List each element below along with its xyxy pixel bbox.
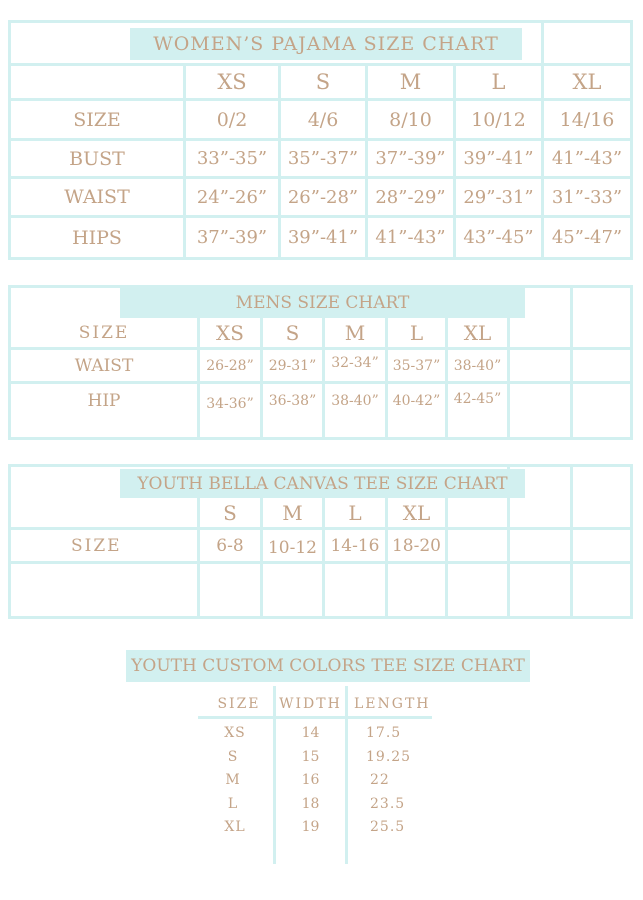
youth-custom-title: YOUTH CUSTOM COLORS TEE SIZE CHART [126, 650, 530, 682]
column-header-size: SIZE [217, 696, 261, 712]
row-label-hip: HIP [87, 391, 121, 411]
table-cell: 14 [301, 725, 320, 741]
table-cell: 10-12 [267, 537, 317, 558]
table-cell: 39”-41” [287, 227, 359, 248]
row-label-size: SIZE [73, 108, 121, 131]
table-cell: 39”-41” [463, 148, 534, 169]
table-cell: 15 [301, 749, 320, 765]
table-cell: XL [224, 819, 246, 835]
grid-line [198, 716, 432, 719]
table-cell: 37”-39” [375, 148, 446, 169]
grid-line [570, 464, 573, 619]
womens-title: WOMEN’S PAJAMA SIZE CHART [130, 28, 522, 60]
grid-line [445, 496, 448, 619]
table-cell: 18-20 [391, 535, 441, 556]
size-header-xs: XS [217, 70, 247, 94]
size-header-l: L [491, 70, 506, 94]
size-header-m: M [344, 320, 366, 345]
table-cell: 14-16 [330, 535, 380, 556]
row-label-bust: BUST [69, 147, 125, 170]
table-cell: 29”-31” [463, 186, 534, 208]
table-cell: 43”-45” [463, 227, 534, 248]
table-cell: 36-38” [268, 392, 317, 409]
youth-bella-size-chart [8, 464, 633, 619]
table-cell: 19.25 [366, 749, 412, 765]
grid-line [8, 20, 633, 23]
row-label-size: SIZE [71, 535, 122, 556]
table-cell: 35”-37” [287, 148, 359, 169]
size-header-s: S [285, 320, 300, 345]
size-header-l: L [348, 500, 362, 525]
table-cell: 38-40” [331, 392, 379, 409]
size-header-xl: XL [463, 320, 492, 345]
table-cell: 26-28” [206, 357, 254, 374]
table-cell: 41”-43” [375, 227, 446, 248]
table-cell: 17.5 [366, 725, 402, 741]
table-cell: 37”-39” [196, 227, 268, 248]
table-cell: 41”-43” [551, 148, 623, 169]
table-cell: 38-40” [453, 357, 502, 374]
row-label-waist: WAIST [64, 186, 130, 208]
table-cell: L [227, 796, 238, 812]
table-cell: 4/6 [307, 108, 339, 131]
table-cell: 24”-26” [196, 186, 268, 208]
grid-line [8, 257, 633, 260]
mens-size-chart [8, 285, 633, 440]
grid-line [630, 285, 633, 440]
table-cell: 35-37” [392, 357, 441, 374]
size-header-m: M [399, 70, 422, 94]
size-header-m: M [282, 500, 303, 525]
table-cell: 40-42” [392, 392, 441, 409]
table-cell: 23.5 [370, 796, 406, 812]
table-cell: 29-31” [268, 357, 317, 374]
table-cell: 0/2 [216, 108, 248, 131]
size-header-s: S [315, 70, 331, 94]
table-cell: XS [224, 725, 246, 741]
grid-line [570, 285, 573, 440]
table-cell: 22 [370, 772, 390, 788]
table-cell: 45”-47” [551, 227, 623, 248]
womens-pajama-size-chart [8, 20, 633, 260]
row-label-hips: HIPS [72, 226, 122, 249]
grid-line [8, 437, 633, 440]
table-cell: 19 [301, 819, 320, 835]
grid-line [630, 464, 633, 619]
mens-title: MENS SIZE CHART [120, 288, 525, 318]
youth-bella-title: YOUTH BELLA CANVAS TEE SIZE CHART [120, 469, 525, 498]
grid-line [8, 464, 633, 467]
size-label: SIZE [78, 322, 130, 343]
table-cell: 16 [301, 772, 320, 788]
size-header-xl: XL [572, 70, 602, 94]
size-header-xl: XL [402, 500, 431, 525]
table-cell: 32-34” [331, 354, 379, 371]
grid-line [8, 616, 633, 619]
table-cell: 26”-28” [287, 186, 359, 208]
table-cell: 25.5 [370, 819, 406, 835]
table-cell: M [225, 772, 240, 788]
table-cell: 31”-33” [551, 186, 623, 208]
table-cell: 6-8 [216, 535, 244, 556]
table-cell: 10/12 [471, 108, 526, 131]
column-header-length: LENGTH [354, 696, 431, 712]
size-header-l: L [409, 320, 424, 345]
table-cell: 33”-35” [196, 148, 268, 169]
table-cell: 28”-29” [375, 186, 446, 208]
youth-custom-colors-size-chart [0, 650, 643, 865]
size-header-xs: XS [216, 320, 244, 345]
table-cell: 18 [301, 796, 320, 812]
column-header-width: WIDTH [279, 696, 342, 712]
table-cell: 14/16 [559, 108, 615, 131]
size-header-s: S [223, 500, 237, 525]
table-cell: 8/10 [389, 108, 432, 131]
table-cell: 42-45” [453, 390, 502, 407]
row-label-waist: WAIST [74, 355, 134, 376]
table-cell: S [227, 749, 238, 765]
table-cell: 34-36” [206, 395, 254, 412]
